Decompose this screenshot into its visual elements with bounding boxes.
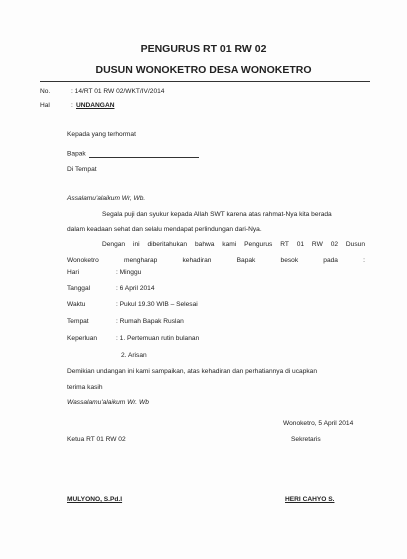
detail-time-label: Waktu xyxy=(67,301,86,308)
closing-line1: Demikian undangan ini kami sampaikan, atas kehadiran dan perhatiannya di ucapkan xyxy=(67,368,317,375)
detail-date-value: : 6 April 2014 xyxy=(116,285,155,292)
chair-name: MULYONO, S.Pd.I xyxy=(67,496,123,503)
recipient-place: Di Tempat xyxy=(67,166,97,173)
closing-line2: terima kasih xyxy=(67,384,103,391)
chair-title: Ketua RT 01 RW 02 xyxy=(67,436,126,443)
secretary-title: Sekretaris xyxy=(291,436,321,443)
detail-day-label: Hari xyxy=(67,269,80,276)
secretary-name: HERI CAHYO S. xyxy=(285,496,335,503)
recipient-title: Bapak xyxy=(67,150,86,158)
detail-purpose-label: Keperluan xyxy=(67,335,98,342)
number-value: : 14/RT 01 RW 02/WKT/IV/2014 xyxy=(71,88,165,95)
header-divider xyxy=(40,81,370,82)
place-date: Wonoketro, 5 April 2014 xyxy=(283,420,354,427)
detail-place-value: : Rumah Bapak Ruslan xyxy=(116,318,184,325)
recipient-salutation: Kepada yang terhormat xyxy=(67,131,136,138)
detail-purpose-value: : 1. Pertemuan rutin bulanan xyxy=(116,335,200,342)
greeting: Assalamu'alaikum Wr, Wb. xyxy=(67,195,146,202)
paragraph1-line2: dalam keadaan sehat dan selalu mendapat perlindungan dari-Nya. xyxy=(67,226,262,233)
detail-place-label: Tempat xyxy=(67,318,89,325)
subject-colon: : xyxy=(71,102,73,109)
closing-salam: Wassalamu'alaikum Wr. Wb xyxy=(67,399,149,406)
paragraph2-line2: Wonoketro mengharap kehadiran Bapak besok pada : xyxy=(67,257,365,264)
letterhead-subtitle: DUSUN WONOKETRO DESA WONOKETRO xyxy=(95,64,312,76)
paragraph2-line1: Dengan ini diberitahukan bahwa kami Pengurus RT 01 RW 02 Dusun xyxy=(102,241,365,248)
detail-date-label: Tanggal xyxy=(67,285,91,292)
detail-day-value: : Minggu xyxy=(116,269,142,276)
recipient-name-line xyxy=(67,150,199,158)
detail-time-value: : Pukul 19.30 WIB – Selesai xyxy=(116,301,198,308)
subject-value: UNDANGAN xyxy=(76,102,115,109)
letterhead-title: PENGURUS RT 01 RW 02 xyxy=(140,43,267,55)
number-label: No. xyxy=(40,88,51,95)
detail-purpose-item2: 2. Arisan xyxy=(121,352,147,359)
paragraph1-line1: Segala puji dan syukur kepada Allah SWT karena atas rahmat-Nya kita berada xyxy=(102,211,332,218)
subject-label: Hal xyxy=(40,102,50,109)
recipient-blank-line xyxy=(89,150,199,158)
